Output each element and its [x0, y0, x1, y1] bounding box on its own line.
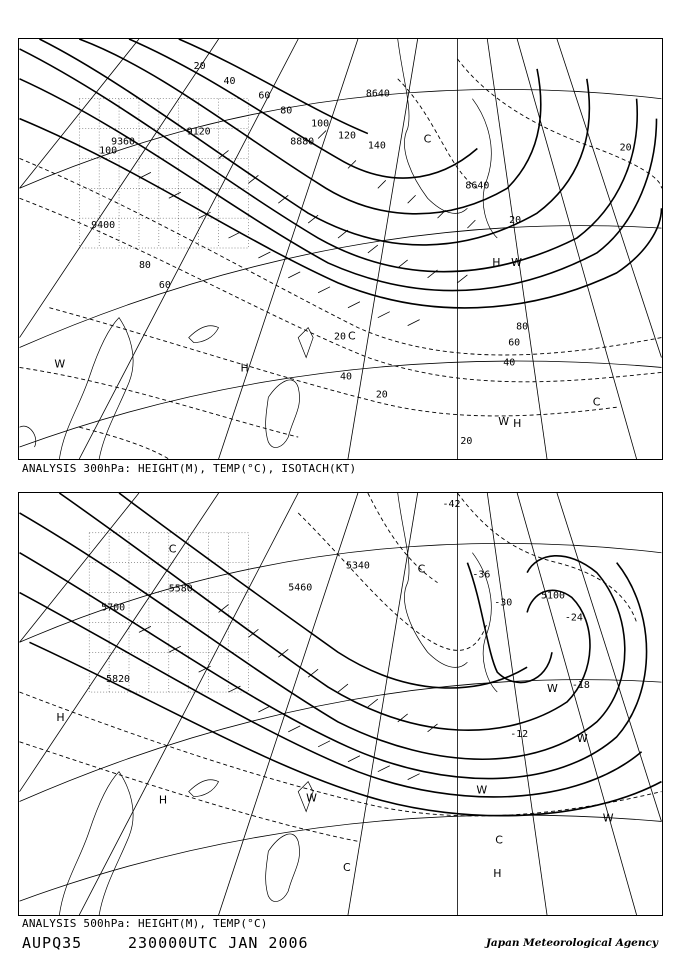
- height-label: 8640: [465, 180, 490, 192]
- isotach-label: 140: [367, 140, 386, 152]
- pressure-center-label: H: [240, 361, 249, 375]
- pressure-center-label: W: [306, 791, 317, 805]
- coastlines: [20, 39, 501, 459]
- isotach-label: 80: [280, 105, 293, 117]
- pressure-center-label: C: [342, 861, 351, 875]
- height-label: 9120: [186, 126, 211, 138]
- isotach-label: 100: [311, 118, 330, 130]
- height-label: 5580: [168, 583, 193, 595]
- height-label: 5700: [101, 602, 126, 614]
- pressure-center-label: C: [423, 132, 432, 146]
- pressure-center-label: W: [576, 731, 588, 745]
- isotach-label: 120: [338, 130, 356, 142]
- isotach-contours: [20, 59, 662, 459]
- isotach-label: 40: [340, 371, 352, 383]
- pressure-center-label: H: [492, 255, 501, 269]
- isotach-label: 20: [460, 436, 473, 448]
- chart-code: AUPQ35: [22, 934, 83, 952]
- bottom-labels: [56, 499, 613, 880]
- coastlines: [59, 493, 497, 915]
- height-label: 5460: [288, 582, 313, 594]
- temperature-label: -12: [510, 728, 529, 740]
- isotach-label: 20: [509, 215, 522, 227]
- agency-name: Japan Meteorological Agency: [485, 937, 658, 949]
- height-contours: [20, 39, 662, 308]
- pressure-center-label: H: [158, 793, 168, 807]
- caption-300hpa: ANALYSIS 300hPa: HEIGHT(M), TEMP(°C), ISOTACH(KT): [22, 462, 357, 475]
- height-label: 5820: [106, 674, 131, 686]
- temperature-label: -18: [571, 680, 590, 692]
- pressure-center-label: H: [56, 710, 65, 724]
- height-label: 8640: [365, 88, 390, 100]
- top-labels: [54, 61, 631, 447]
- pressure-center-label: C: [417, 562, 426, 576]
- height-label: 9400: [91, 220, 116, 232]
- pressure-center-label: C: [592, 395, 601, 409]
- height-label: 8880: [290, 136, 315, 148]
- chart-500hpa: [18, 492, 663, 916]
- height-label: 5100: [541, 590, 565, 602]
- isotach-label: 100: [99, 145, 118, 157]
- isotach-label: 60: [258, 90, 271, 102]
- height-label: 9360: [111, 136, 136, 148]
- isotach-label: 40: [223, 75, 236, 87]
- map-300hpa-canvas: [19, 39, 662, 459]
- pressure-center-label: C: [347, 329, 356, 343]
- isotach-label: 20: [334, 331, 346, 343]
- pressure-center-label: H: [513, 417, 522, 431]
- isotach-label: 60: [158, 279, 171, 291]
- wind-barbs: [139, 131, 475, 326]
- isotach-label: 60: [508, 337, 521, 349]
- pressure-center-label: H: [493, 867, 502, 881]
- height-contours: [20, 493, 662, 816]
- isotach-label: 80: [138, 259, 151, 271]
- pressure-center-label: W: [602, 811, 614, 825]
- map-500hpa-canvas: [19, 493, 662, 915]
- isotach-label: 40: [503, 357, 516, 369]
- pressure-center-label: W: [476, 783, 488, 797]
- isotach-label: 20: [375, 389, 388, 401]
- pressure-center-label: W: [547, 682, 558, 696]
- isotach-label: 20: [619, 142, 632, 154]
- isotach-label: 80: [516, 321, 529, 333]
- pressure-center-label: C: [495, 833, 503, 847]
- pressure-center-label: C: [168, 542, 177, 556]
- temperature-label: -42: [442, 498, 461, 510]
- temperature-label: -36: [472, 569, 491, 581]
- isotach-label: 20: [193, 60, 206, 72]
- caption-500hpa: ANALYSIS 500hPa: HEIGHT(M), TEMP(°C): [22, 917, 268, 930]
- pressure-center-label: W: [54, 357, 66, 371]
- valid-time: 230000UTC JAN 2006: [128, 934, 309, 952]
- height-label: 5340: [345, 560, 370, 572]
- temperature-label: -24: [564, 612, 583, 624]
- pressure-center-label: W: [498, 415, 510, 429]
- pressure-center-label: W: [511, 255, 523, 269]
- chart-300hpa: [18, 38, 663, 460]
- temperature-label: -30: [494, 597, 513, 609]
